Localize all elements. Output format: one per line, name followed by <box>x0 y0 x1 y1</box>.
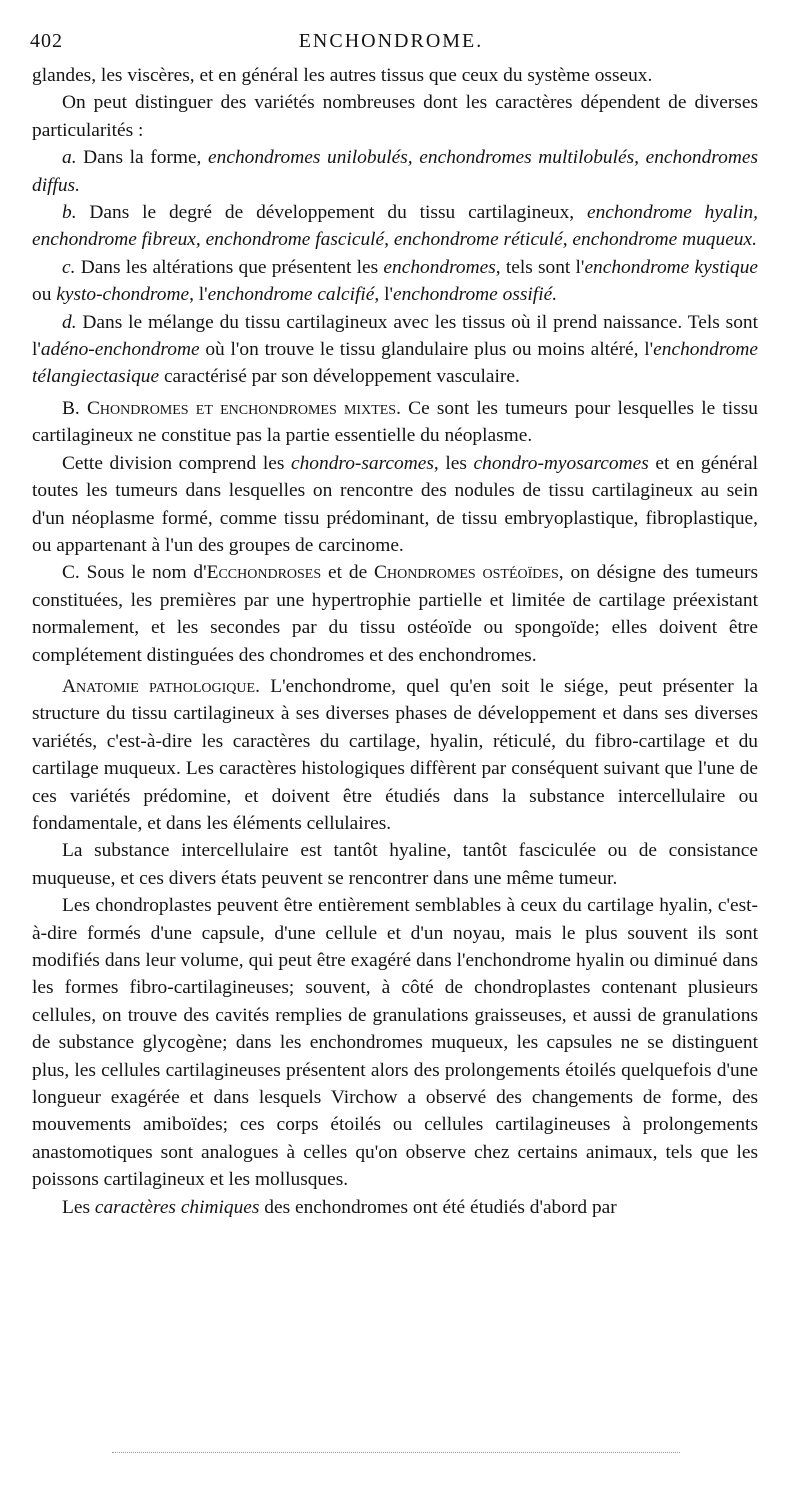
section-heading-anatomy: Anatomie pathologique. <box>62 675 260 697</box>
running-title: ENCHONDROME. <box>298 30 484 52</box>
item-label-b: b. <box>62 202 77 224</box>
paragraph-chondroplasts: Les chondroplastes peuvent être entièrement semblables à ceux du cartilage hyalin, c'est-à-dire formés d'une capsule, d'une cellule et d'un noyau, mais le plus souvent ils sont modifiés dans leur volume, qui peut être exagéré dans l'enchondrome hyalin ou diminué dans les formes fibro-cartilagineuses; souvent, à côté de chondroplastes contenant plusieurs cellules, on trouve des cavités remplies de granulations graisseuses, et aussi de granulations de substance glycogène; dans les enchondromes muqueux, les capsules ne se distinguent plus, les cellules cartilagineuses présentent alors des prolongements étoilés quelquefois d'une longueur exagérée et dans lesquels Virchow a observé des changements de forme, des mouvements amiboïdes; ces corps étoilés ou cellules cartilagineuses à prolongements anastomotiques sont analogues à celles qu'on observe chez certains animaux, tels que les poissons cartilagineux et les mollusques. <box>32 895 758 1191</box>
paragraph-section-b: B. Chondromes et enchondromes mixtes. Ce sont les tumeurs pour lesquelles le tissu cartilagineux ne constitue pas la partie essentielle du néoplasme. <box>32 397 758 447</box>
paragraph-division: Cette division comprend les chondro-sarcomes, les chondro-myosarcomes et en général toutes les tumeurs dans lesquelles on rencontre des nodules de tissu cartilagineux au sein d'un néoplasme formé, comme tissu prédominant, de tissu embryoplastique, fibroplastique, ou appartenant à l'un des groupes de carcinome. <box>32 452 758 556</box>
item-label-d: d. <box>62 311 77 333</box>
paragraph-varieties-intro: On peut distinguer des variétés nombreuses dont les caractères dépendent de diverses particularités : <box>32 92 758 141</box>
section-label-b: B. <box>62 397 80 419</box>
section-heading-mixed: Chondromes et enchondromes mixtes. <box>79 397 401 419</box>
page-header <box>30 30 752 58</box>
footer-divider <box>112 1452 680 1453</box>
paragraph-substance: La substance intercellulaire est tantôt hyaline, tantôt fasciculée ou de consistance muqueuse, et ces divers états peuvent se rencontrer dans une même tumeur. <box>32 840 758 889</box>
paragraph-variety-b: b. Dans le degré de développement du tissu cartilagineux, enchondrome hyalin, enchondrome fibreux, enchondrome fasciculé, enchondrome réticulé, enchondrome muqueux. <box>32 202 758 251</box>
item-label-c: c. <box>62 256 76 278</box>
paragraph-continuation: glandes, les viscères, et en général les autres tissus que ceux du système osseux. <box>32 65 653 86</box>
paragraph-anatomy: Anatomie pathologique. L'enchondrome, quel qu'en soit le siége, peut présenter la structure du tissu cartilagineux à ses diverses phases de développement et dans ses diverses variétés, c'est-à-dire les caractères du cartilage, hyalin, réticulé, du fibro-cartilage et du cartilage muqueux. Les caractères histologiques diffèrent par conséquent suivant que l'une de ces variétés prédomine, et doivent être étudiés dans la substance intercellulaire ou fondamentale, et dans les éléments cellulaires. <box>32 675 758 834</box>
paragraph-section-c: C. Sous le nom d'Ecchondroses et de Chondromes ostéoïdes, on désigne des tumeurs constituées, les premières par une hypertrophie partielle et limitée de cartilage préexistant normalement, et les secondes par du tissu ostéoïde ou spongoïde; elles doivent être complétement distinguées des chondromes et des enchondromes. <box>32 562 758 666</box>
item-label-a: a. <box>62 147 77 169</box>
body-text <box>32 62 758 1221</box>
paragraph-variety-d: d. Dans le mélange du tissu cartilagineux avec les tissus où il prend naissance. Tels sont l'adéno-enchondrome où l'on trouve le tissu glandulaire plus ou moins altéré, l'enchondrome télangiectasique caractérisé par son développement vasculaire. <box>32 311 758 388</box>
page-number: 402 <box>30 30 63 52</box>
paragraph-variety-c: c. Dans les altérations que présentent les enchondromes, tels sont l'enchondrome kystique ou kysto-chondrome, l'enchondrome calcifié, l'enchondrome ossifié. <box>32 256 759 306</box>
paragraph-chemical: Les caractères chimiques des enchondromes ont été étudiés d'abord par <box>62 1196 617 1218</box>
paragraph-variety-a: a. Dans la forme, enchondromes unilobulés, enchondromes multilobulés, enchondromes diffus. <box>32 147 758 196</box>
section-label-c: C. <box>62 562 80 584</box>
